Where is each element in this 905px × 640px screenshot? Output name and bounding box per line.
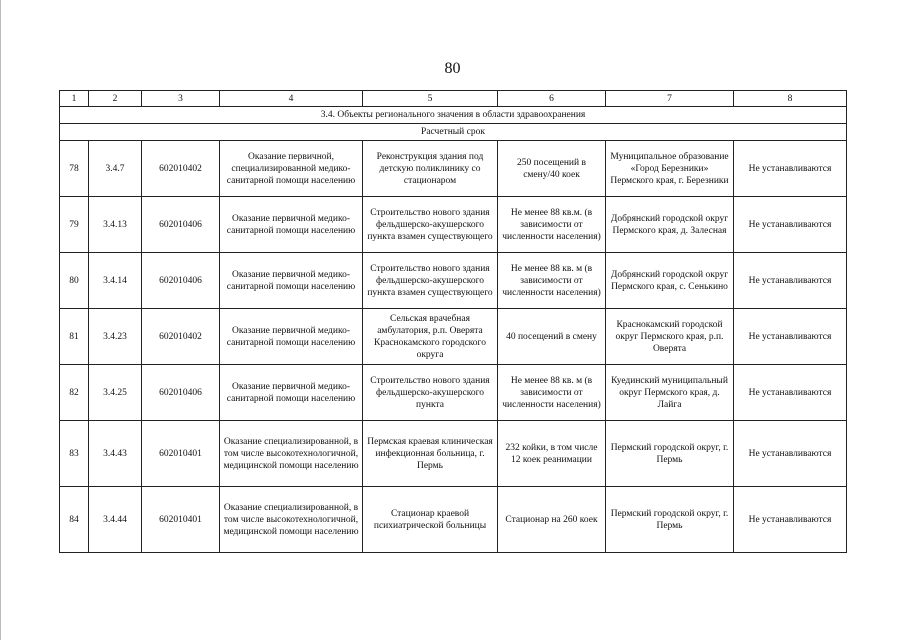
purpose-cell: Оказание первичной медико-санитарной помощи населению: [220, 309, 363, 365]
zone-cell: Не устанавливаются: [734, 487, 847, 553]
capacity-cell: Не менее 88 кв.м. (в зависимости от численности населения): [498, 197, 606, 253]
page-number: 80: [444, 60, 461, 77]
table-row: [60, 141, 847, 197]
classifier-code: 602010401: [142, 487, 220, 553]
row-number: 81: [60, 309, 89, 365]
object-name-cell: Сельская врачебная амбулатория, р.п. Оверята Краснокамского городского округа: [363, 309, 498, 365]
object-code: 3.4.44: [89, 487, 142, 553]
purpose-cell: Оказание первичной медико-санитарной помощи населению: [220, 197, 363, 253]
object-code: 3.4.25: [89, 365, 142, 421]
column-number: 4: [220, 91, 363, 107]
capacity-cell: 250 посещений в смену/40 коек: [498, 141, 606, 197]
column-number: 8: [734, 91, 847, 107]
location-cell: Добрянский городской округ Пермского края, с. Сенькино: [606, 253, 734, 309]
zone-cell: Не устанавливаются: [734, 365, 847, 421]
column-number: 1: [60, 91, 89, 107]
object-name-cell: Строительство нового здания фельдшерско-акушерского пункта: [363, 365, 498, 421]
table-row: [60, 365, 847, 421]
table-row: [60, 421, 847, 487]
classifier-code: 602010406: [142, 253, 220, 309]
section-row: [60, 107, 847, 124]
location-cell: Муниципальное образование «Город Березники» Пермского края, г. Березники: [606, 141, 734, 197]
object-code: 3.4.7: [89, 141, 142, 197]
subsection-row: [60, 124, 847, 141]
section-title: 3.4. Объекты регионального значения в области здравоохранения: [60, 107, 847, 124]
object-name-cell: Пермская краевая клиническая инфекционная больница, г. Пермь: [363, 421, 498, 487]
object-code: 3.4.13: [89, 197, 142, 253]
zone-cell: Не устанавливаются: [734, 253, 847, 309]
object-code: 3.4.14: [89, 253, 142, 309]
table-row: [60, 253, 847, 309]
object-name-cell: Строительство нового здания фельдшерско-акушерского пункта взамен существующего: [363, 197, 498, 253]
purpose-cell: Оказание специализированной, в том числе высокотехнологичной, медицинской помощи населению: [220, 487, 363, 553]
scan-edge-line: [0, 0, 1, 640]
row-number: 83: [60, 421, 89, 487]
classifier-code: 602010406: [142, 365, 220, 421]
row-number: 79: [60, 197, 89, 253]
row-number: 84: [60, 487, 89, 553]
location-cell: Пермский городской округ, г. Пермь: [606, 421, 734, 487]
table-row: [60, 309, 847, 365]
classifier-code: 602010401: [142, 421, 220, 487]
object-code: 3.4.23: [89, 309, 142, 365]
object-name-cell: Реконструкция здания под детскую поликлинику со стационаром: [363, 141, 498, 197]
capacity-cell: Не менее 88 кв. м (в зависимости от численности населения): [498, 365, 606, 421]
column-number: 6: [498, 91, 606, 107]
purpose-cell: Оказание специализированной, в том числе высокотехнологичной, медицинской помощи населению: [220, 421, 363, 487]
object-name-cell: Строительство нового здания фельдшерско-акушерского пункта взамен существующего: [363, 253, 498, 309]
subsection-title: Расчетный срок: [60, 124, 847, 141]
purpose-cell: Оказание первичной, специализированной медико-санитарной помощи населению: [220, 141, 363, 197]
column-number: 2: [89, 91, 142, 107]
row-number: 78: [60, 141, 89, 197]
row-number: 80: [60, 253, 89, 309]
location-cell: Краснокамский городской округ Пермского края, р.п. Оверята: [606, 309, 734, 365]
table-row: [60, 487, 847, 553]
zone-cell: Не устанавливаются: [734, 421, 847, 487]
zone-cell: Не устанавливаются: [734, 141, 847, 197]
zone-cell: Не устанавливаются: [734, 309, 847, 365]
column-number: 5: [363, 91, 498, 107]
location-cell: Пермский городской округ, г. Пермь: [606, 487, 734, 553]
column-number: 7: [606, 91, 734, 107]
purpose-cell: Оказание первичной медико-санитарной помощи населению: [220, 365, 363, 421]
capacity-cell: 232 койки, в том числе 12 коек реанимации: [498, 421, 606, 487]
table-row: [60, 197, 847, 253]
location-cell: Куединский муниципальный округ Пермского края, д. Лайга: [606, 365, 734, 421]
classifier-code: 602010402: [142, 309, 220, 365]
purpose-cell: Оказание первичной медико-санитарной помощи населению: [220, 253, 363, 309]
location-cell: Добрянский городской округ Пермского края, д. Залесная: [606, 197, 734, 253]
object-code: 3.4.43: [89, 421, 142, 487]
column-number: 3: [142, 91, 220, 107]
zone-cell: Не устанавливаются: [734, 197, 847, 253]
capacity-cell: Не менее 88 кв. м (в зависимости от численности населения): [498, 253, 606, 309]
row-number: 82: [60, 365, 89, 421]
capacity-cell: 40 посещений в смену: [498, 309, 606, 365]
classifier-code: 602010406: [142, 197, 220, 253]
object-name-cell: Стационар краевой психиатрической больницы: [363, 487, 498, 553]
column-number-row: [60, 91, 847, 107]
objects-table: [59, 90, 847, 553]
classifier-code: 602010402: [142, 141, 220, 197]
capacity-cell: Стационар на 260 коек: [498, 487, 606, 553]
